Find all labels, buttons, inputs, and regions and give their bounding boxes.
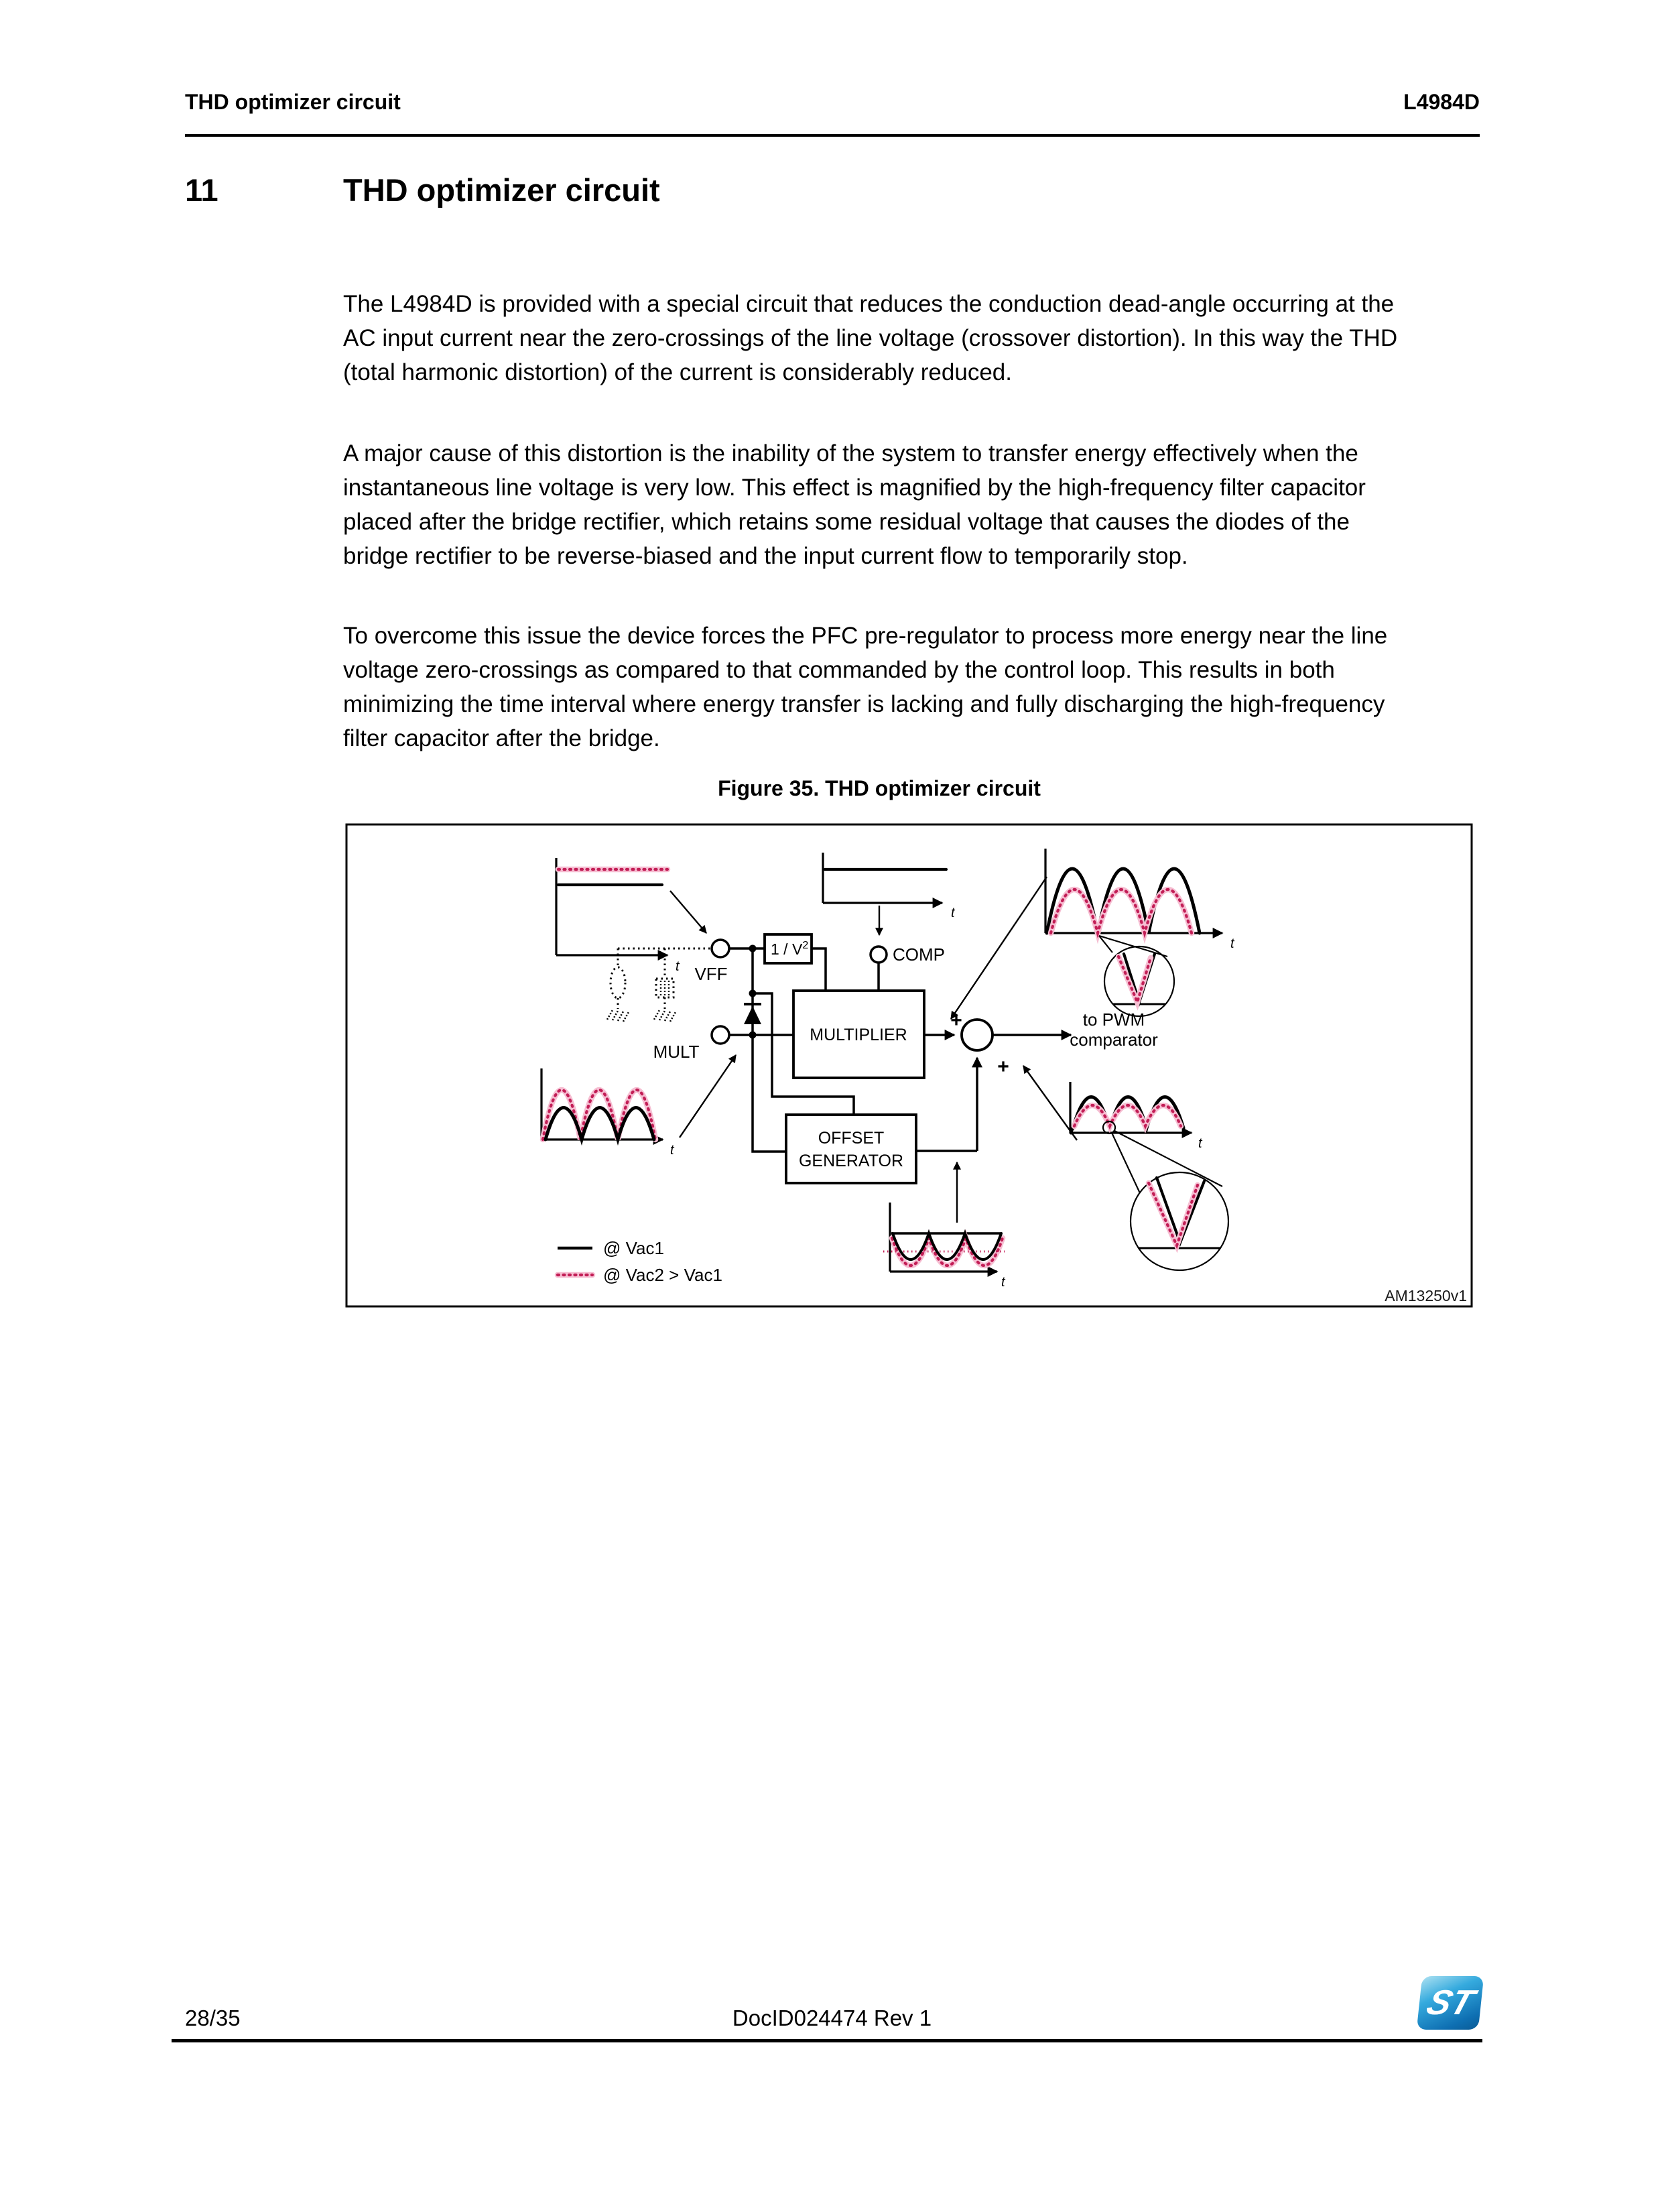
section-number: 11 (185, 172, 218, 208)
paragraph-2: A major cause of this distortion is the inability of the system to transfer energy effectively when the instantaneous line voltage is very low. This effect is magnified by the high-frequency filter capacitor placed after the bridge rectifier, which retains some residual voltage that causes the diodes of the bridge rectifier to be reverse-biased and the input current flow to temporarily stop. (343, 440, 1366, 569)
time-axis-label: t (676, 959, 680, 974)
mult-pin-label: MULT (653, 1042, 700, 1062)
st-logo-text: ST (1421, 1983, 1479, 2022)
footer-rule (172, 2039, 1482, 2042)
junction-dot (749, 990, 757, 997)
plus-sign: + (997, 1056, 1009, 1078)
offset-generator-block (786, 1115, 916, 1183)
section-title: THD optimizer circuit (343, 172, 660, 208)
figure-watermark: AM13250v1 (1385, 1287, 1467, 1304)
offset-generator-label-line2: GENERATOR (798, 1152, 904, 1170)
sum-input-annotation-arrow (951, 877, 1047, 1019)
comp-pin (871, 946, 887, 963)
comp-level-waveform (823, 853, 956, 920)
capacitor-symbol (611, 967, 625, 998)
inverse-square-label: 1 / V (771, 940, 803, 958)
legend-item-vac1: @ Vac1 (603, 1238, 664, 1258)
footer-page-number: 28/35 (185, 2006, 241, 2030)
raised-notch-magnifier (1103, 1121, 1228, 1270)
to-pwm-label-line2: comparator (1070, 1030, 1158, 1050)
legend-item-vac2: @ Vac2 > Vac1 (603, 1265, 722, 1285)
vff-external-network (607, 948, 710, 1022)
paragraph-1: The L4984D is provided with a special circuit that reduces the conduction dead-angle occurring at the AC input current near the zero-crossings of the line voltage (crossover distortion). In this way the THD (total harmonic distortion) of the current is considerably reduced. (343, 291, 1398, 385)
offset-output-waveform (1070, 1082, 1228, 1270)
time-axis-label: t (1001, 1275, 1005, 1290)
junction-dot (749, 1032, 757, 1039)
diode-symbol (744, 1004, 761, 1024)
header-section-title: THD optimizer circuit (185, 90, 401, 114)
figure-legend (558, 1238, 722, 1285)
to-pwm-label-line1: to PWM (1082, 1009, 1145, 1030)
figure-thd-optimizer-circuit (345, 823, 1474, 1308)
plus-sign: + (950, 1009, 962, 1032)
ground-symbol (654, 1010, 676, 1022)
paragraph-3: To overcome this issue the device forces the PFC pre-regulator to process more energy near the line voltage zero-crossings as compared to that commanded by the control loop. This results in both minimizing the time interval where energy transfer is lacking and fully discharging the high-frequency filter capacitor after the bridge. (343, 623, 1388, 751)
time-axis-label: t (1198, 1136, 1202, 1151)
multiplier-label: MULTIPLIER (810, 1026, 907, 1044)
figure-caption: Figure 35. THD optimizer circuit (718, 776, 1041, 800)
junction-dot (749, 945, 757, 953)
inverse-square-block (765, 934, 812, 963)
time-axis-label: t (670, 1143, 674, 1158)
time-axis-label: t (1230, 936, 1234, 951)
header-part-number: L4984D (1403, 90, 1480, 114)
header-rule (185, 134, 1480, 137)
time-axis-label: t (951, 906, 955, 920)
comp-pin-label: COMP (893, 944, 945, 965)
vff-pin (712, 940, 729, 957)
mult-input-waveform (541, 1068, 675, 1158)
mult-annotation-arrow (680, 1055, 736, 1138)
st-logo (1417, 1976, 1484, 2030)
summing-node (924, 1009, 1071, 1151)
vff-pin-label: VFF (694, 964, 728, 984)
inverse-square-exponent: 2 (802, 940, 809, 951)
vff-level-waveform (556, 858, 680, 974)
offset-generator-label-line1: OFFSET (818, 1129, 885, 1148)
vff-annotation-arrow (670, 891, 706, 933)
offset-generator-waveform (883, 1203, 1006, 1290)
mult-pin (712, 1026, 729, 1044)
output-annotation-arrow (1023, 1066, 1077, 1140)
resistor-symbol (656, 979, 674, 997)
zero-crossing-magnifier (1099, 936, 1174, 1016)
footer-doc-id: DocID024474 Rev 1 (732, 2006, 932, 2030)
multiplier-output-waveform (1045, 849, 1235, 1016)
ground-symbol (607, 1010, 629, 1022)
multiplier-block (793, 991, 924, 1078)
